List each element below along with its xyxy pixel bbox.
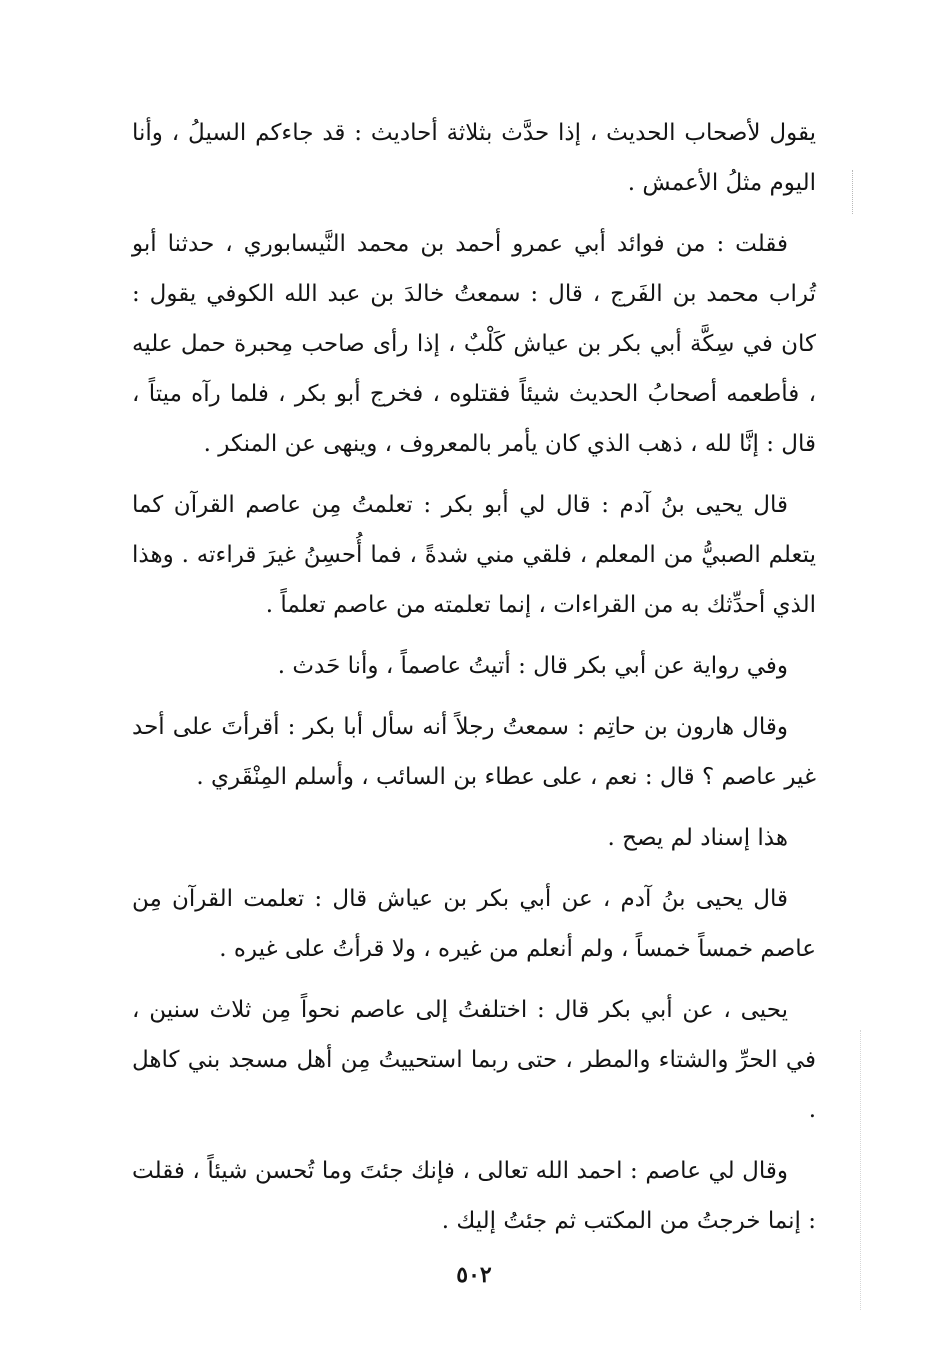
margin-dotted-line [852, 170, 855, 214]
paragraph-5: وقال هارون بن حاتِم : سمعتُ رجلاً أنه سأل أبا بكر : أقرأتَ على أحد غير عاصم ؟ قال : نعم ، على عطاء بن السائب ، وأسلم المِنْقَري . [132, 714, 816, 790]
paragraph-1: يقول لأصحاب الحديث ، إذا حدَّث بثلاثة أحاديث : قد جاءكم السيلُ ، وأنا اليوم مثلُ الأعمش . [132, 120, 816, 196]
body-text [132, 108, 816, 1257]
paragraph-2: فقلت : من فوائد أبي عمرو أحمد بن محمد النَّيسابوري ، حدثنا أبو تُراب محمد بن الفَرج ، قال : سمعتُ خالدَ بن عبد الله الكوفي يقول : كان في سِكَّة أبي بكر بن عياش كَلْبٌ ، إذا رأى صاحب مِحبرة حمل عليه ، فأطعمه أصحابُ الحديث شيئاً فقتلوه ، فخرج أبو بكر ، فلما رآه ميتاً ، قال : إنَّا لله ، ذهب الذي كان يأمر بالمعروف ، وينهى عن المنكر . [132, 231, 816, 457]
paragraph-4: وفي رواية عن أبي بكر قال : أتيتُ عاصماً ، وأنا حَدث . [277, 653, 788, 679]
paragraph-9: وقال لي عاصم : احمد الله تعالى ، فإنك جئتَ وما تُحسن شيئاً ، فقلت : إنما خرجتُ من المكتب ثم جئتُ إليك . [132, 1158, 816, 1234]
paragraph-8: يحيى ، عن أبي بكر قال : اختلفتُ إلى عاصم نحواً مِن ثلاث سنين ، في الحرِّ والشتاء والمطر ، حتى ربما استحييتُ مِن أهل مسجد بني كاهل . [132, 997, 816, 1123]
paragraph-6: هذا إسناد لم يصح . [607, 825, 788, 851]
paragraph-3: قال يحيى بنُ آدم : قال لي أبو بكر : تعلمتُ مِن عاصم القرآن كما يتعلم الصبيُّ من المعلم ، فلقي مني شدةً ، فما أُحسِنُ غيرَ قراءته . وهذا الذي أحدِّثك به من القراءات ، إنما تعلمته من عاصم تعلماً . [132, 492, 816, 618]
page-number: ٥٠٢ [456, 1262, 492, 1288]
paragraph-7: قال يحيى بنُ آدم ، عن أبي بكر بن عياش قال : تعلمت القرآن مِن عاصم خمساً خمساً ، ولم أنعلم من غيره ، ولا قرأتُ على غيره . [132, 886, 816, 962]
